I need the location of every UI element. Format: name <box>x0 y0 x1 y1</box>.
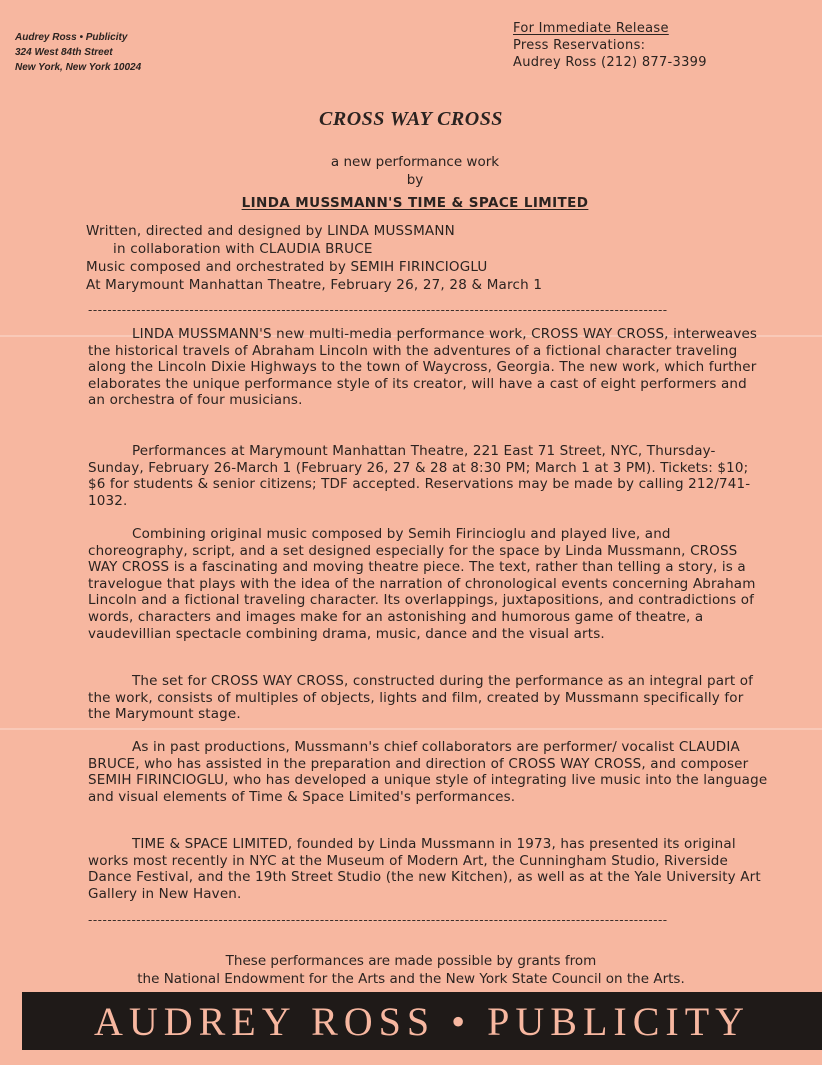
page-title: CROSS WAY CROSS <box>319 108 503 130</box>
press-reservations-label: Press Reservations: <box>513 38 646 53</box>
sender-street: 324 West 84th Street <box>15 47 113 58</box>
divider: ------------------------------------------------------------------------------------------------------------------------ <box>88 913 668 927</box>
grant-line: the National Endowment for the Arts and the New York State Council on the Arts. <box>137 971 685 987</box>
sender-address <box>15 30 141 75</box>
credit-line: Written, directed and designed by LINDA MUSSMANN <box>86 223 455 239</box>
paragraph-intro <box>88 326 768 409</box>
banner-logo-text: AUDREY ROSS • PUBLICITY <box>93 998 751 1044</box>
paragraph-text: Combining original music composed by Semih Firincioglu and played live, and choreography, script, and a set designed especially for the space by Linda Mussmann, CROSS WAY CROSS is a fascinating and moving theatre piece. The text, rather than telling a story, is a travelogue that plays with the idea of the narration of chronological events concerning Abraham Lincoln and a fictional traveling character. Its overlappings, juxtapositions, and contradictions of words, characters and images make for an astonishing and humorous game of theatre, a vaudevillian spectacle combining drama, music, dance and the visual arts. <box>88 526 756 642</box>
company-name <box>0 195 822 211</box>
paragraph-text: TIME & SPACE LIMITED, founded by Linda Mussmann in 1973, has presented its original works most recently in NYC at the Museum of Modern Art, the Cunningham Studio, Riverside Dance Festival, and the 19th Street Studio (the new Kitchen), as well as at the Yale University Art Gallery in New Haven. <box>88 836 761 902</box>
paragraph-text: Performances at Marymount Manhattan Theatre, 221 East 71 Street, NYC, Thursday-Sunday, February 26-March 1 (February 26, 27 & 28 at 8:30 PM; March 1 at 3 PM). Tickets: $10; $6 for students & senior citizens; TDF accepted. Reservations may be made by calling 212/741-1032. <box>88 443 751 509</box>
release-info <box>513 20 707 71</box>
grant-line: These performances are made possible by grants from <box>225 953 597 969</box>
paper-fold <box>0 728 822 730</box>
grant-credit <box>0 952 822 988</box>
credit-line: At Marymount Manhattan Theatre, February 26, 27, 28 & March 1 <box>86 277 543 293</box>
divider: ------------------------------------------------------------------------------------------------------------------------ <box>88 303 668 317</box>
credits-block <box>86 222 542 294</box>
paragraph-performances <box>88 443 768 509</box>
paragraph-set <box>88 673 768 723</box>
credit-line: in collaboration with CLAUDIA BRUCE <box>113 241 373 257</box>
by-line: by <box>406 172 424 188</box>
sender-city: New York, New York 10024 <box>15 62 142 73</box>
press-contact: Audrey Ross (212) 877-3399 <box>513 55 707 70</box>
paragraph-text: As in past productions, Mussmann's chief collaborators are performer/ vocalist CLAUDIA BRUCE, who has assisted in the preparation and direction of CROSS WAY CROSS, and composer SEMIH FIRINCIOGLU, who has developed a unique style of integrating live music into the language and visual elements of Time & Space Limited's performances. <box>88 739 768 805</box>
release-line: For Immediate Release <box>513 21 669 36</box>
sender-name: Audrey Ross • Publicity <box>15 32 128 43</box>
credit-line: Music composed and orchestrated by SEMIH FIRINCIOGLU <box>86 259 488 275</box>
publicity-banner <box>22 992 822 1050</box>
paragraph-text: LINDA MUSSMANN'S new multi-media performance work, CROSS WAY CROSS, interweaves the historical travels of Abraham Lincoln with the adventures of a fictional character traveling along the Lincoln Dixie Highways to the town of Waycross, Georgia. The new work, which further elaborates the unique performance style of its creator, will have a cast of eight performers and an orchestra of four musicians. <box>88 326 758 409</box>
paragraph-text: The set for CROSS WAY CROSS, constructed during the performance as an integral part of the work, consists of multiples of objects, lights and film, created by Mussmann specifically for the Marymount stage. <box>88 673 754 723</box>
subtitle: a new performance work <box>330 154 500 170</box>
paragraph-company <box>88 836 768 902</box>
paragraph-collaborators <box>88 739 768 805</box>
company-name-text: LINDA MUSSMANN'S TIME & SPACE LIMITED <box>241 195 589 211</box>
paragraph-description <box>88 526 768 642</box>
